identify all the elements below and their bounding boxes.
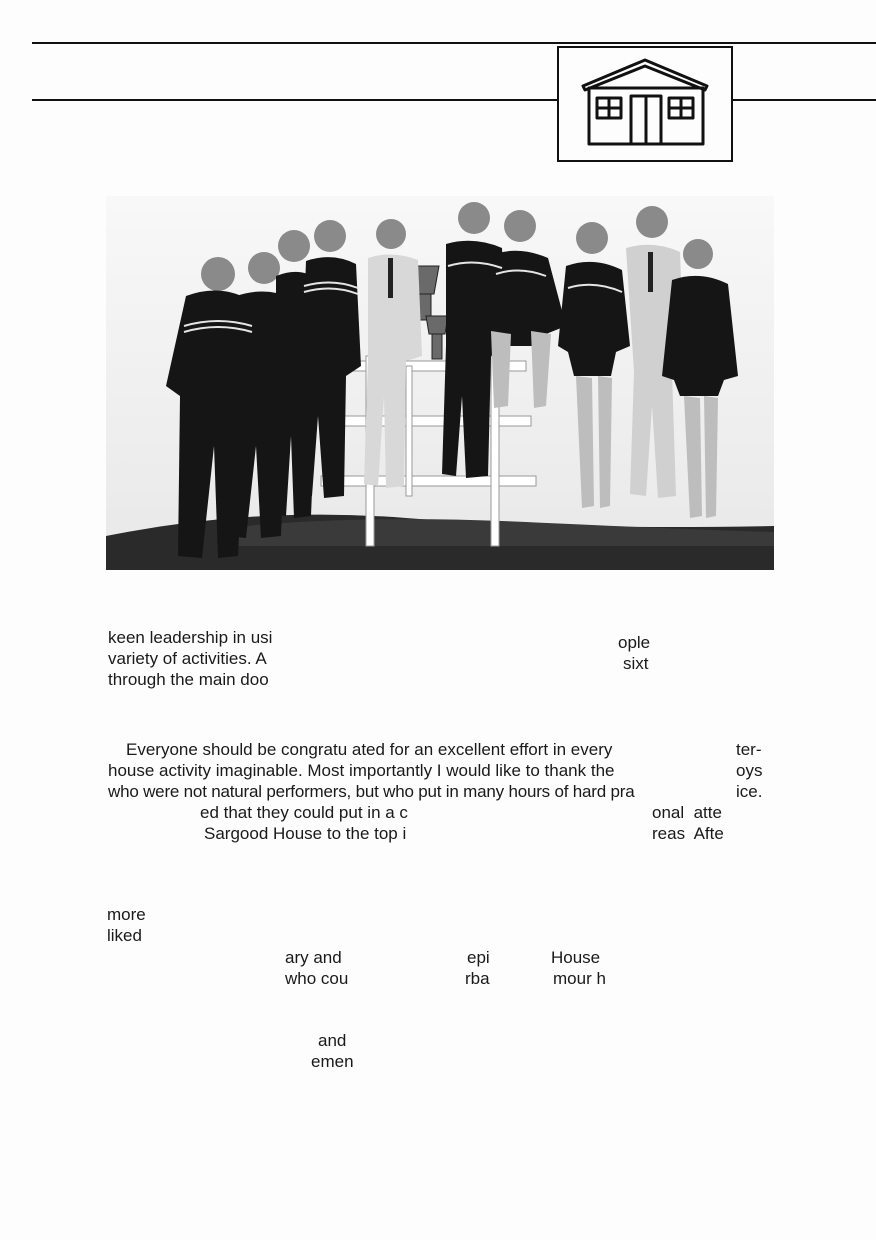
text-line: House xyxy=(551,948,601,967)
house-icon xyxy=(559,48,731,160)
text-line: ter- xyxy=(736,740,762,759)
house-icon-box xyxy=(557,46,733,162)
text-line: who were not natural performers, but who put in many hours of hard pra xyxy=(108,782,635,801)
text-line: house activity imaginable. Most importantly I would like to thank the xyxy=(108,761,615,780)
text-line: ed that they could put in a c xyxy=(200,803,408,822)
text-line: emen xyxy=(311,1052,354,1071)
text-line: liked xyxy=(107,926,142,945)
text-line: sixt xyxy=(623,654,649,673)
text-line: ice. xyxy=(736,782,763,801)
team-trophy-photo xyxy=(106,196,774,570)
text-line: rba xyxy=(465,969,490,988)
text-line: Everyone should be congratu ated for an excellent effort in every xyxy=(126,740,613,759)
text-line: onal atte xyxy=(652,803,722,822)
text-line: oys xyxy=(736,761,763,780)
text-line: ary and xyxy=(285,948,342,967)
text-line: through the main doo xyxy=(108,670,269,689)
text-line: reas Afte xyxy=(652,824,724,843)
text-line: and xyxy=(318,1031,347,1050)
text-line: more xyxy=(107,905,146,924)
text-line: who cou xyxy=(285,969,349,988)
text-line: epi xyxy=(467,948,490,967)
header-rule-top xyxy=(32,42,876,44)
team-photo-illustration xyxy=(106,196,774,570)
text-line: ople xyxy=(618,633,651,652)
text-line: Sargood House to the top i xyxy=(204,824,407,843)
header-rule-bottom xyxy=(32,99,876,101)
text-line: variety of activities. A xyxy=(108,649,267,668)
text-line: keen leadership in usi xyxy=(108,628,273,647)
text-line: mour h xyxy=(553,969,606,988)
